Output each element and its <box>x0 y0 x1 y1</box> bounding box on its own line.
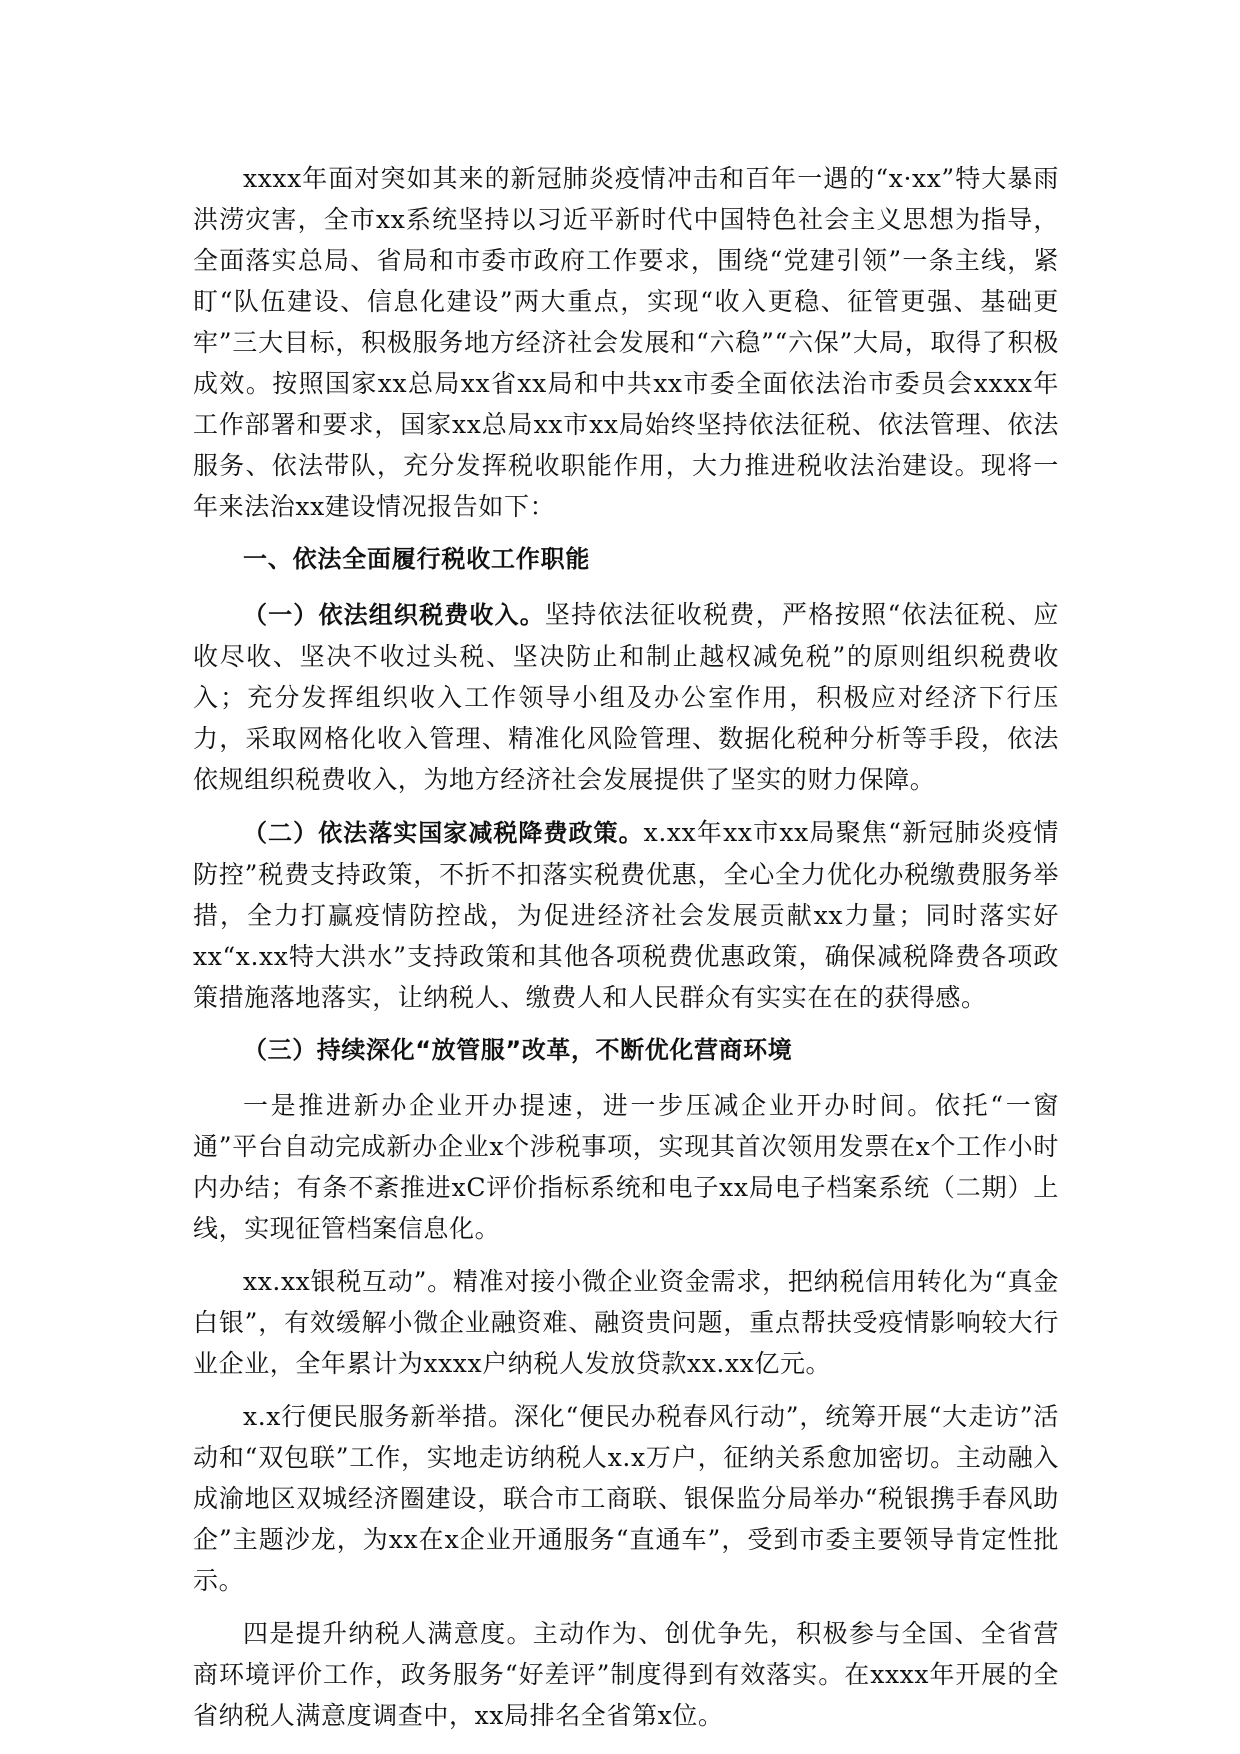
document-body <box>193 158 1059 1748</box>
measure-paragraph-1: 一是推进新办企业开办提速，进一步压减企业开办时间。依托“一窗通”平台自动完成新办企业x个涉税事项，实现其首次领用发票在x个工作小时内办结；有条不紊推进xC评价指标系统和电子xx局电子档案系统（二期）上线，实现征管档案信息化。 <box>193 1091 1059 1243</box>
item-2-body: x.xx年xx市xx局聚焦“新冠肺炎疫情防控”税费支持政策，不折不扣落实税费优惠，全心全力优化办税缴费服务举措，全力打赢疫情防控战，为促进经济社会发展贡献xx力量；同时落实好xx“x.xx特大洪水”支持政策和其他各项税费优惠政策，确保减税降费各项政策措施落地落实，让纳税人、缴费人和人民群众有实实在在的获得感。 <box>193 818 1059 1012</box>
measure-paragraph-2: xx.xx银税互动”。精准对接小微企业资金需求，把纳税信用转化为“真金白银”，有效缓解小微企业融资难、融资贵问题，重点帮扶受疫情影响较大行业企业，全年累计为xxxx户纳税人发放贷款xx.xx亿元。 <box>193 1267 1059 1378</box>
section-heading-1: 一、依法全面履行税收工作职能 <box>243 545 591 573</box>
item-3-title: （三）持续深化“放管服”改革，不断优化营商环境 <box>243 1036 793 1064</box>
item-2-title: （二）依法落实国家减税降费政策。 <box>243 819 644 847</box>
measure-paragraph-4: 四是提升纳税人满意度。主动作为、创优争先，积极参与全国、全省营商环境评价工作，政务服务“好差评”制度得到有效落实。在xxxx年开展的全省纳税人满意度调查中，xx局排名全省第x位。 <box>193 1619 1059 1730</box>
item-1-title: （一）依法组织税费收入。 <box>243 601 545 629</box>
item-1-body: 坚持依法征收税费，严格按照“依法征税、应收尽收、坚决不收过头税、坚决防止和制止越权减免税”的原则组织税费收入；充分发挥组织收入工作领导小组及办公室作用，积极应对经济下行压力，采取网格化收入管理、精准化风险管理、数据化税种分析等手段，依法依规组织税费收入，为地方经济社会发展提供了坚实的财力保障。 <box>193 600 1059 794</box>
measure-paragraph-3: x.x行便民服务新举措。深化“便民办税春风行动”，统筹开展“大走访”活动和“双包联”工作，实地走访纳税人x.x万户，征纳关系愈加密切。主动融入成渝地区双城经济圈建设，联合市工商联、银保监分局举办“税银携手春风助企”主题沙龙，为xx在x企业开通服务“直通车”，受到市委主要领导肯定性批示。 <box>193 1402 1059 1595</box>
intro-paragraph: xxxx年面对突如其来的新冠肺炎疫情冲击和百年一遇的“x·xx”特大暴雨洪涝灾害，全市xx系统坚持以习近平新时代中国特色社会主义思想为指导，全面落实总局、省局和市委市政府工作要求，围绕“党建引领”一条主线，紧盯“队伍建设、信息化建设”两大重点，实现“收入更稳、征管更强、基础更牢”三大目标，积极服务地方经济社会发展和“六稳”“六保”大局，取得了积极成效。按照国家xx总局xx省xx局和中共xx市委全面依法治市委员会xxxx年工作部署和要求，国家xx总局xx市xx局始终坚持依法征税、依法管理、依法服务、依法带队，充分发挥税收职能作用，大力推进税收法治建设。现将一年来法治xx建设情况报告如下： <box>193 164 1059 521</box>
item-2-paragraph <box>193 812 1059 1018</box>
item-1-paragraph <box>193 594 1059 800</box>
